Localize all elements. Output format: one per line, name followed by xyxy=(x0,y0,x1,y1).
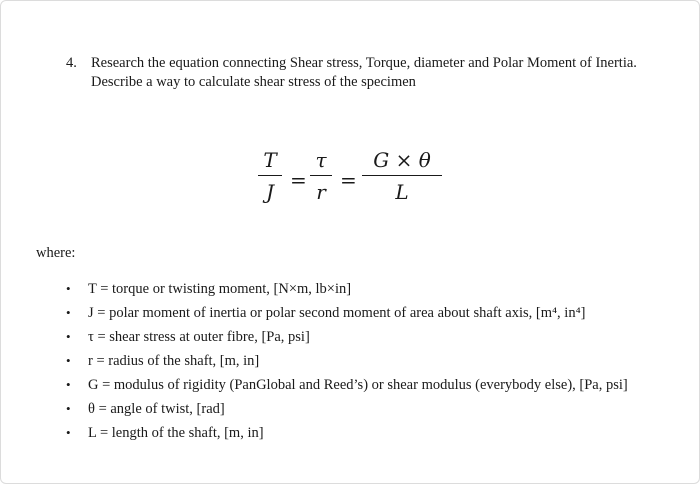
definition-text: θ = angle of twist, [rad] xyxy=(88,401,225,417)
question-text: Research the equation connecting Shear stress, Torque, diameter and Polar Moment of Inertia. Describe a way to calculate shear stress of the specimen xyxy=(91,55,637,90)
equals-sign: = xyxy=(290,168,307,192)
list-item xyxy=(66,400,646,418)
list-item xyxy=(66,424,646,442)
fraction-bar xyxy=(362,175,442,176)
fraction-bar xyxy=(310,175,332,176)
torsion-equation xyxy=(250,148,470,218)
definition-text: r = radius of the shaft, [m, in] xyxy=(88,353,260,369)
bullet-icon: • xyxy=(66,425,71,440)
bullet-icon: • xyxy=(66,353,71,368)
fraction-numerator: τ xyxy=(315,148,327,172)
list-item xyxy=(66,304,646,322)
fraction-denominator: J xyxy=(265,180,275,204)
definition-text: L = length of the shaft, [m, in] xyxy=(88,425,264,441)
fraction-denominator: r xyxy=(316,180,326,204)
bullet-icon: • xyxy=(66,305,71,320)
question-block xyxy=(66,54,646,92)
bullet-icon: • xyxy=(66,401,71,416)
bullet-icon: • xyxy=(66,281,71,296)
list-item xyxy=(66,376,646,394)
definition-text: G = modulus of rigidity (PanGlobal and Reed’s) or shear modulus (everybody else), [Pa, psi] xyxy=(88,377,628,393)
fraction-modulus-angle-over-length xyxy=(362,148,442,204)
fraction-numerator: T xyxy=(263,148,277,172)
fraction-shear-stress-over-radius xyxy=(310,148,332,204)
definition-text: J = polar moment of inertia or polar second moment of area about shaft axis, [m⁴, in⁴] xyxy=(88,305,586,321)
where-label: where: xyxy=(36,245,76,261)
fraction-numerator: G × θ xyxy=(373,148,431,172)
definition-text: T = torque or twisting moment, [N×m, lb×in] xyxy=(88,281,352,297)
bullet-icon: • xyxy=(66,377,71,392)
list-item xyxy=(66,328,646,346)
fraction-bar xyxy=(258,175,282,176)
list-item xyxy=(66,352,646,370)
definition-list xyxy=(66,280,646,448)
question-number: 4. xyxy=(66,55,77,71)
definition-text: τ = shear stress at outer fibre, [Pa, psi] xyxy=(88,329,310,345)
fraction-denominator: L xyxy=(395,180,409,204)
list-item xyxy=(66,280,646,298)
fraction-torque-over-polar-moment xyxy=(258,148,282,204)
equals-sign: = xyxy=(340,168,357,192)
bullet-icon: • xyxy=(66,329,71,344)
